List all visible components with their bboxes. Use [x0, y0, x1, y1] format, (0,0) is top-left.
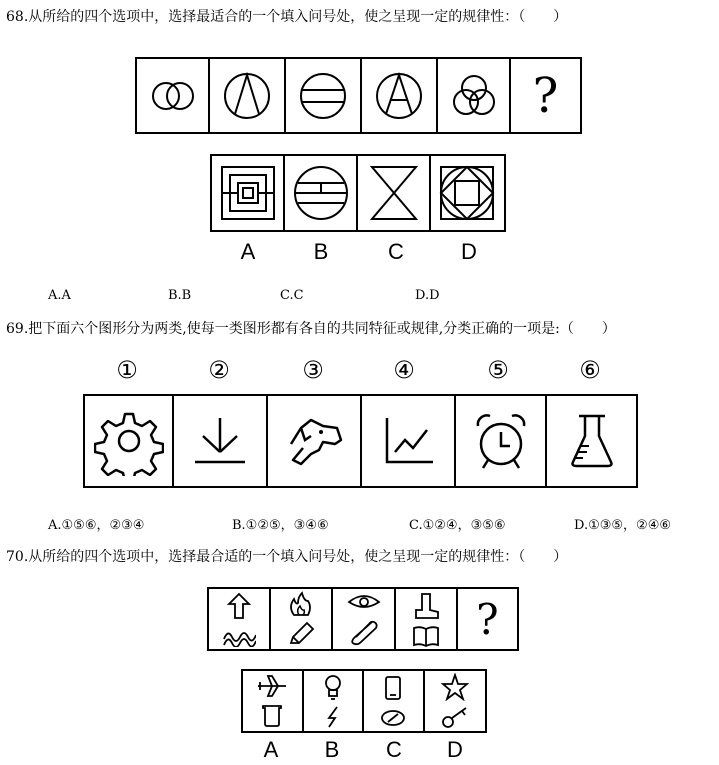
- q69-number-2: ②: [208, 356, 230, 384]
- question-70-text: 70.从所给的四个选项中，选择最合适的一个填入问号处，使之呈现一定的规律性：（ ）: [6, 549, 568, 565]
- pencil-icon: [287, 621, 315, 647]
- question-69-text: 69.把下面六个图形分为两类,使每一类图形都有各自的共同特征或规律,分类正确的一项是:（ ）: [6, 321, 616, 337]
- q68-answer-a[interactable]: A.A: [48, 288, 71, 303]
- q69-answer-c[interactable]: C.①②④，③⑤⑥: [409, 518, 506, 533]
- line-chart-icon: [362, 396, 456, 486]
- q68-choice-a-fig: [212, 156, 285, 230]
- q68-fig-circle-caret: [210, 59, 286, 132]
- q70-choices-row: [241, 669, 487, 733]
- q68-fig-three-circles: [438, 59, 511, 132]
- q68-choice-b-fig: [285, 156, 358, 230]
- q68-label-b: B: [313, 239, 329, 264]
- q68-question-mark: ?: [532, 67, 559, 124]
- q70-choice-c-fig: [364, 671, 425, 731]
- q68-answer-d[interactable]: D.D: [415, 288, 440, 303]
- q69-number-4: ④: [393, 356, 415, 384]
- q68-fig-circle-letter-a: [362, 59, 438, 132]
- q70-choice-d-fig: [425, 671, 485, 731]
- q70-choice-a-fig: [243, 671, 304, 731]
- eye-icon: [347, 592, 381, 612]
- paperclip-icon: [348, 618, 380, 646]
- q69-figures-row: [83, 394, 638, 488]
- q68-label-d: D: [461, 239, 477, 264]
- q70-label-b: B: [324, 737, 340, 762]
- q68-fig-two-circles: [137, 59, 210, 132]
- flask-icon: [547, 396, 636, 486]
- q70-fig-4: [396, 589, 458, 649]
- phone-icon: [383, 675, 403, 701]
- q70-sequence-row: [207, 587, 519, 651]
- question-68-text: 68.从所给的四个选项中，选择最适合的一个填入问号处，使之呈现一定的规律性：（ ）: [6, 9, 568, 25]
- q70-fig-1: [209, 589, 271, 649]
- lightbulb-icon: [321, 674, 345, 700]
- cup-icon: [259, 704, 285, 728]
- q69-answer-a[interactable]: A.①⑤⑥，②③④: [48, 518, 145, 533]
- pill-icon: [380, 709, 406, 727]
- wave-icon: [222, 625, 256, 647]
- fire-icon: [286, 591, 316, 617]
- q70-label-d: D: [447, 737, 463, 762]
- book-icon: [412, 625, 440, 647]
- q70-choice-b-fig: [304, 671, 365, 731]
- lightning-icon: [323, 705, 343, 729]
- q68-answer-c[interactable]: C.C: [280, 288, 304, 303]
- q68-choice-c-fig: [358, 156, 431, 230]
- dog-icon: [268, 396, 362, 486]
- download-icon: [174, 396, 268, 486]
- key-icon: [441, 705, 469, 729]
- boot-icon: [412, 592, 440, 620]
- q70-question-mark: ?: [476, 594, 499, 644]
- q70-label-c: C: [386, 737, 402, 762]
- star-icon: [441, 673, 469, 701]
- q69-number-6: ⑥: [579, 356, 601, 384]
- q69-number-3: ③: [302, 356, 324, 384]
- q70-label-a: A: [263, 737, 279, 762]
- q68-sequence-row: [135, 57, 582, 134]
- q68-label-c: C: [388, 239, 404, 264]
- q68-choice-d-fig: [431, 156, 504, 230]
- q68-label-a: A: [240, 239, 256, 264]
- arrow-up-icon: [224, 592, 254, 620]
- q68-choices-row: [210, 154, 506, 232]
- q70-fig-3: [333, 589, 395, 649]
- alarm-clock-icon: [456, 396, 547, 486]
- q69-answer-d[interactable]: D.①③⑤，②④⑥: [574, 518, 672, 533]
- q68-answer-b[interactable]: B.B: [168, 288, 192, 303]
- gear-icon: [85, 396, 174, 486]
- q68-fig-circle-bars: [286, 59, 362, 132]
- airplane-icon: [256, 674, 288, 698]
- q69-number-1: ①: [116, 356, 138, 384]
- q70-fig-2: [271, 589, 333, 649]
- q69-answer-b[interactable]: B.①②⑤，③④⑥: [232, 518, 329, 533]
- q69-number-5: ⑤: [487, 356, 509, 384]
